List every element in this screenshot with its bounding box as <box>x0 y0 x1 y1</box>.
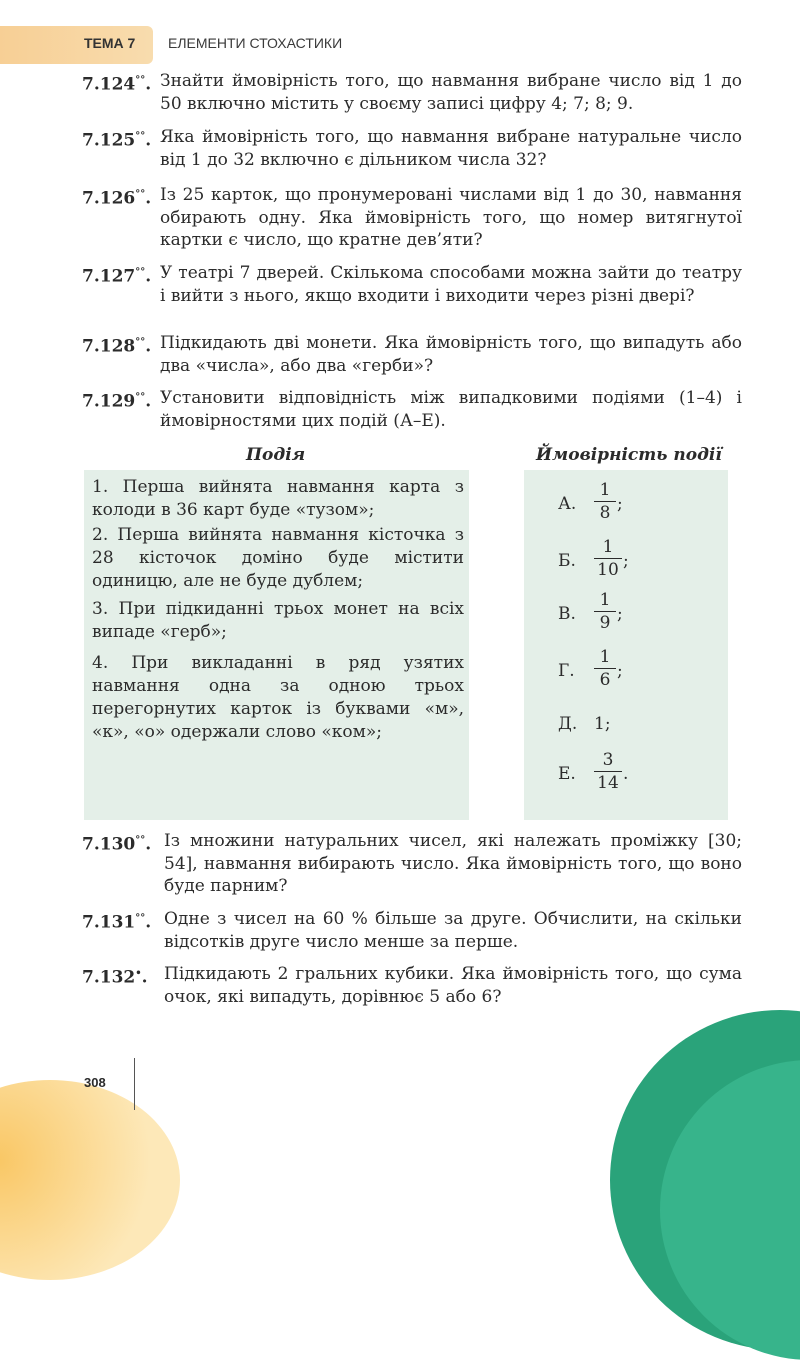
problem-text: Яка ймовірність того, що навмання вибране натуральне число від 1 до 32 включно є дільником числа 32? <box>160 127 742 170</box>
problem-7-125 <box>82 126 742 171</box>
decorative-orange-shape <box>0 1080 180 1280</box>
topic-tab <box>0 26 153 64</box>
fraction: 1 10 <box>594 537 622 580</box>
problem-7-126 <box>82 184 742 252</box>
problem-number: 7.129°°. <box>82 391 152 412</box>
problem-number: 7.128°°. <box>82 336 152 357</box>
fraction: 1 9 <box>594 590 616 633</box>
event-item-3: 3. При підкиданні трьох монет на всіх випаде «герб»; <box>92 599 464 642</box>
page-divider <box>134 1058 135 1110</box>
problem-text: Одне з чисел на 60 % більше за друге. Обчислити, на скільки відсотків друге число менше за перше. <box>164 909 742 952</box>
fraction: 1 6 <box>594 647 616 690</box>
fraction: 3 14 <box>594 750 622 793</box>
problem-text: Підкидають 2 гральних кубики. Яка ймовірність того, що сума очок, які випадуть, дорівнює 5 або 6? <box>164 964 742 1007</box>
probability-column-title: Ймовірність події <box>536 445 722 465</box>
fraction: 1 8 <box>594 480 616 523</box>
problem-number: 7.125°°. <box>82 130 152 151</box>
problem-text: Установити відповідність між випадковими подіями (1–4) і ймовірностями цих подій (А–Е). <box>160 388 742 431</box>
problem-text: У театрі 7 дверей. Скількома способами можна зайти до театру і вийти з нього, якщо входити і виходити через різні двері? <box>160 263 742 306</box>
page-number: 308 <box>84 1075 106 1090</box>
problem-7-132 <box>82 963 742 1008</box>
topic-title: ЕЛЕМЕНТИ СТОХАСТИКИ <box>168 35 343 51</box>
problem-text: Підкидають дві монети. Яка ймовірність того, що випадуть або два «числа», або два «герби»? <box>160 333 742 376</box>
event-item-4: 4. При викладанні в ряд узятих навмання одна за одною трьох перегорнутих карток із буквами «м», «к», «о» одержали слово «ком»; <box>92 653 464 742</box>
problem-number: 7.127°°. <box>82 266 152 287</box>
problem-text: Із 25 карток, що пронумеровані числами від 1 до 30, навмання обирають одну. Яка ймовірність того, що номер витягнутої картки є число, що кратне дев’яти? <box>160 185 742 250</box>
event-item-1: 1. Перша вийнята навмання карта з колоди в 36 карт буде «тузом»; <box>92 477 464 520</box>
problem-7-130 <box>82 830 742 898</box>
problem-text: Знайти ймовірність того, що навмання вибране число від 1 до 50 включно містить у своєму записі цифру 4; 7; 8; 9. <box>160 71 742 114</box>
problem-number: 7.126°°. <box>82 188 152 209</box>
problem-7-128 <box>82 332 742 377</box>
problem-7-131 <box>82 908 742 953</box>
problem-number: 7.132•. <box>82 967 148 988</box>
problem-number: 7.124°°. <box>82 74 152 95</box>
problem-7-124 <box>82 70 742 115</box>
problem-number: 7.130°°. <box>82 834 152 855</box>
events-panel <box>84 470 469 820</box>
events-column-title: Подія <box>246 445 306 465</box>
event-item-2: 2. Перша вийнята навмання кісточка з 28 кісточок доміно буде містити одиницю, але не буде дублем; <box>92 525 464 591</box>
problem-7-127 <box>82 262 742 307</box>
topic-tab-label: ТЕМА 7 <box>84 35 136 51</box>
problem-number: 7.131°°. <box>82 912 152 933</box>
problem-text: Із множини натуральних чисел, які належать проміжку [30; 54], навмання вибирають число. Яка ймовірність того, що воно буде парним? <box>164 831 742 896</box>
problem-7-129 <box>82 387 742 432</box>
